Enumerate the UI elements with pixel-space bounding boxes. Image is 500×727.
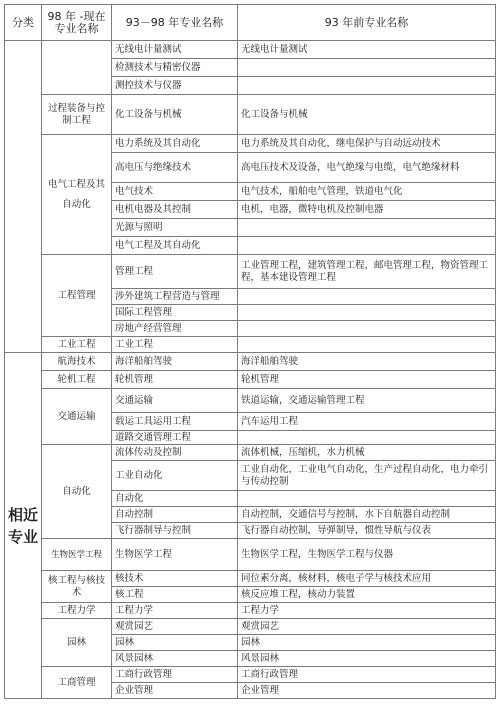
mid-name-cell: 道路交通管理工程: [112, 431, 238, 445]
header-category: 分类: [5, 5, 42, 41]
current-name-cell: 工业工程: [42, 337, 112, 353]
old-name-cell: 园林: [238, 635, 496, 651]
mid-name-cell: 交通运输: [112, 389, 238, 413]
mid-name-cell: 电气技术: [112, 183, 238, 201]
old-name-cell: 流体机械，压缩机，水力机械: [238, 445, 496, 461]
old-name-cell: 电机，电器，微特电机及控制电器: [238, 201, 496, 219]
table-row: [5, 539, 496, 571]
old-name-cell: [238, 59, 496, 77]
mid-name-cell: 检测技术与精密仪器: [112, 59, 238, 77]
mid-name-cell: 高电压与绝缘技术: [112, 153, 238, 183]
mid-name-cell: 轮机管理: [112, 371, 238, 389]
mid-name-cell: 工业自动化: [112, 461, 238, 491]
current-name-cell: 工程管理: [42, 255, 112, 337]
header-current-name: 98 年 -现在专业名称: [42, 5, 112, 41]
table-row: [5, 95, 496, 135]
old-name-cell: 海洋船舶驾驶: [238, 353, 496, 371]
old-name-cell: 生物医学工程，生物医学工程与仪器: [238, 539, 496, 571]
header-row: [5, 5, 496, 41]
current-name-cell: 航海技术: [42, 353, 112, 371]
current-name-cell: 自动化: [42, 445, 112, 539]
table-row: [5, 667, 496, 683]
table-row: [5, 445, 496, 461]
old-name-cell: [238, 491, 496, 507]
old-name-cell: 工商行政管理: [238, 667, 496, 683]
old-name-cell: 汽车运用工程: [238, 413, 496, 431]
old-name-cell: 电气技术，船舶电气管理，铁道电气化: [238, 183, 496, 201]
old-name-cell: [238, 337, 496, 353]
mid-name-cell: 核工程: [112, 587, 238, 603]
current-name-cell: [42, 41, 112, 95]
header-pre93-name: 93 年前专业名称: [238, 5, 496, 41]
old-name-cell: 工业管理工程，建筑管理工程，邮电管理工程，物资管理工程，基本建设管理工程: [238, 255, 496, 289]
current-name-cell: 园林: [42, 619, 112, 667]
mid-name-cell: 海洋船舶驾驶: [112, 353, 238, 371]
mid-name-cell: 工程力学: [112, 603, 238, 619]
major-comparison-table: [4, 4, 496, 699]
old-name-cell: 工业自动化，工业电气自动化，生产过程自动化，电力牵引与传动控制: [238, 461, 496, 491]
table-row: [5, 337, 496, 353]
table-row: [5, 389, 496, 413]
mid-name-cell: 涉外建筑工程营造与管理: [112, 289, 238, 305]
mid-name-cell: 飞行器制导与控制: [112, 523, 238, 539]
old-name-cell: 高电压技术及设备，电气绝缘与电缆，电气绝缘材料: [238, 153, 496, 183]
old-name-cell: [238, 431, 496, 445]
mid-name-cell: 电气工程及其自动化: [112, 237, 238, 255]
mid-name-cell: 自动化: [112, 491, 238, 507]
mid-name-cell: 国际工程管理: [112, 305, 238, 321]
mid-name-cell: 核技术: [112, 571, 238, 587]
table-row: [5, 255, 496, 289]
old-name-cell: 铁道运输，交通运输管理工程: [238, 389, 496, 413]
old-name-cell: 飞行器自动控制，导弹制导，惯性导航与仪表: [238, 523, 496, 539]
old-name-cell: 工程力学: [238, 603, 496, 619]
old-name-cell: 观赏园艺: [238, 619, 496, 635]
table-row: [5, 603, 496, 619]
mid-name-cell: 园林: [112, 635, 238, 651]
old-name-cell: [238, 289, 496, 305]
current-name-cell: 电气工程及其自动化: [42, 135, 112, 255]
mid-name-cell: 工业工程: [112, 337, 238, 353]
old-name-cell: 无线电计量测试: [238, 41, 496, 59]
old-name-cell: 轮机管理: [238, 371, 496, 389]
old-name-cell: [238, 305, 496, 321]
category-similar: 相近专业: [5, 353, 42, 699]
mid-name-cell: 风景园林: [112, 651, 238, 667]
mid-name-cell: 电机电器及其控制: [112, 201, 238, 219]
mid-name-cell: 工商行政管理: [112, 667, 238, 683]
table-row: [5, 135, 496, 153]
old-name-cell: [238, 77, 496, 95]
mid-name-cell: 化工设备与机械: [112, 95, 238, 135]
mid-name-cell: 流体传动及控制: [112, 445, 238, 461]
old-name-cell: 风景园林: [238, 651, 496, 667]
mid-name-cell: 自动控制: [112, 507, 238, 523]
mid-name-cell: 载运工具运用工程: [112, 413, 238, 431]
current-name-cell: 核工程与核技术: [42, 571, 112, 603]
old-name-cell: 企业管理: [238, 683, 496, 699]
old-name-cell: 自动控制，交通信号与控制，水下自航器自动控制: [238, 507, 496, 523]
old-name-cell: [238, 237, 496, 255]
current-name-cell: 交通运输: [42, 389, 112, 445]
old-name-cell: [238, 219, 496, 237]
mid-name-cell: 管理工程: [112, 255, 238, 289]
table-row: [5, 41, 496, 59]
mid-name-cell: 无线电计量测试: [112, 41, 238, 59]
mid-name-cell: 测控技术与仪器: [112, 77, 238, 95]
old-name-cell: 化工设备与机械: [238, 95, 496, 135]
current-name-cell: 轮机工程: [42, 371, 112, 389]
old-name-cell: 同位素分离，核材料，核电子学与核技术应用: [238, 571, 496, 587]
category-cell-empty: [5, 41, 42, 353]
current-name-cell: 生物医学工程: [42, 539, 112, 571]
mid-name-cell: 房地产经营管理: [112, 321, 238, 337]
header-93-98-name: 93－98 年专业名称: [112, 5, 238, 41]
mid-name-cell: 生物医学工程: [112, 539, 238, 571]
table-row: [5, 371, 496, 389]
current-name-cell: 过程装备与控制工程: [42, 95, 112, 135]
old-name-cell: [238, 321, 496, 337]
current-name-cell: 工程力学: [42, 603, 112, 619]
current-name-cell: 工商管理: [42, 667, 112, 699]
old-name-cell: 核反应堆工程，核动力装置: [238, 587, 496, 603]
old-name-cell: 电力系统及其自动化，继电保护与自动远动技术: [238, 135, 496, 153]
table-row: [5, 619, 496, 635]
mid-name-cell: 电力系统及其自动化: [112, 135, 238, 153]
table-row: [5, 571, 496, 587]
mid-name-cell: 观赏园艺: [112, 619, 238, 635]
mid-name-cell: 企业管理: [112, 683, 238, 699]
table-row: [5, 353, 496, 371]
mid-name-cell: 光源与照明: [112, 219, 238, 237]
